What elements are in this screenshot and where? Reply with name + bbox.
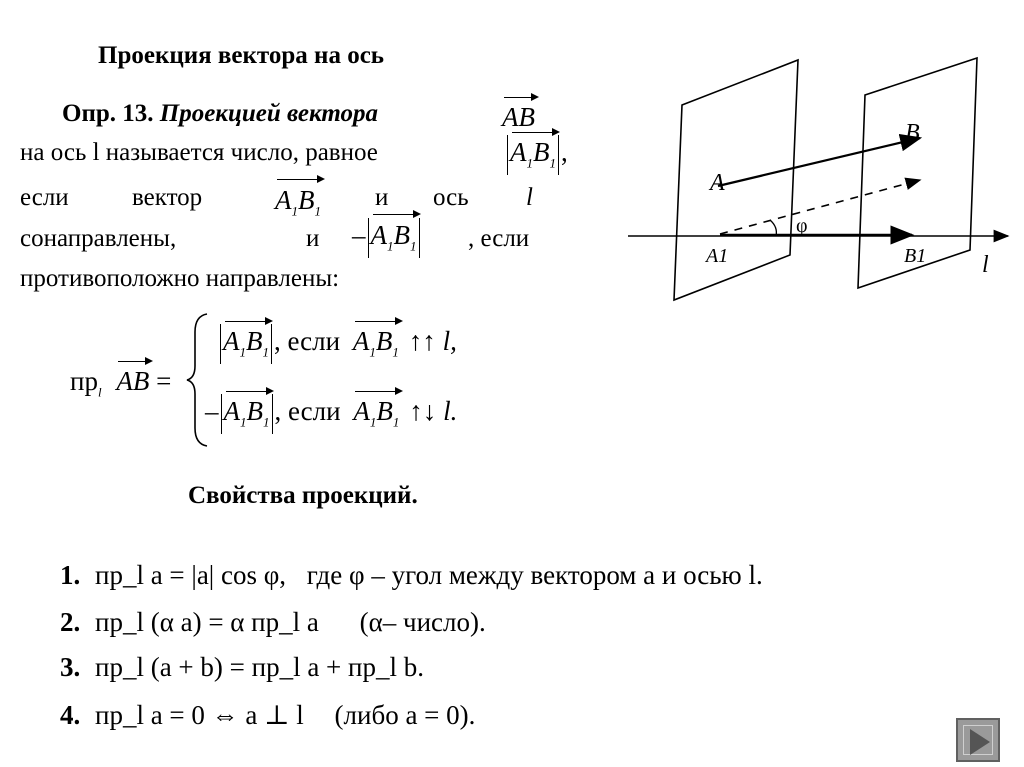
definition-lead: Проекцией вектора bbox=[159, 100, 378, 127]
angle-arc bbox=[770, 220, 776, 236]
vector-ab-symbol: AB bbox=[502, 102, 535, 132]
property-2-formula: пр_l (α a) = α пр_l a bbox=[95, 607, 319, 637]
properties-title: Свойства проекций. bbox=[188, 482, 418, 509]
vector-ab-label bbox=[502, 102, 535, 133]
property-3-formula: пр_l (a + b) = пр_l a + пр_l b. bbox=[95, 652, 424, 682]
property-4-text: (либо a = 0). bbox=[334, 700, 476, 730]
next-slide-button[interactable] bbox=[956, 718, 1000, 762]
definition-line3: если вектор $A_1B_1$ и ось l bbox=[20, 181, 535, 214]
property-1: 1. пр_l a = |a| cos φ, где φ – угол между вектором a и осью l. bbox=[60, 560, 763, 590]
projection-lhs: $пр_l$ AB = bbox=[70, 366, 172, 400]
property-1-text: где φ – угол между вектором a и осью l. bbox=[306, 560, 763, 590]
label-a: A bbox=[710, 170, 725, 196]
label-l: l bbox=[982, 252, 989, 278]
definition-line5: противоположно направлены: bbox=[20, 265, 340, 292]
abs-a1b1-line2: $A_1B_1$ , bbox=[505, 135, 568, 175]
vec-a1b1-line3: $A_1B_1$ bbox=[275, 184, 321, 227]
play-arrow-icon bbox=[970, 729, 990, 755]
definition-line2: на ось l называется число, равное bbox=[20, 139, 378, 166]
label-b: B bbox=[905, 120, 920, 146]
property-1-formula: пр_l a = |a| cos φ, bbox=[95, 560, 287, 590]
page-title: Проекция вектора на ось bbox=[98, 42, 385, 69]
property-2-text: (α– число). bbox=[359, 607, 486, 637]
plane-left bbox=[674, 60, 798, 300]
label-b1: B1 bbox=[904, 245, 927, 267]
case2: – $A_1B_1$ , если $A_1B_1$ ↑↓ l. bbox=[205, 394, 457, 434]
neg-abs-a1b1: – $A_1B_1$ bbox=[352, 218, 422, 263]
definition-label: Опр. 13. bbox=[62, 100, 154, 127]
property-4: 4. пр_l a = 0 ⇔ a ⊥ l (либо a = 0). bbox=[60, 700, 476, 730]
case1: $A_1B_1$ , если $A_1B_1$ ↑↑ l, bbox=[218, 324, 457, 364]
property-2: 2. пр_l (α a) = α пр_l a (α– число). bbox=[60, 607, 486, 637]
label-a1: A1 bbox=[706, 245, 729, 267]
property-4-formula: пр_l a = 0 ⇔ a ⊥ l bbox=[95, 700, 304, 730]
vector-ab bbox=[718, 138, 920, 186]
label-phi: φ bbox=[796, 215, 808, 237]
projection-diagram bbox=[620, 50, 1015, 310]
definition-line1 bbox=[62, 97, 378, 130]
definition-line4: сонаправлены, и – $A_1B_1$ , если bbox=[20, 222, 540, 255]
property-3: 3. пр_l (a + b) = пр_l a + пр_l b. bbox=[60, 652, 424, 682]
dashed-parallel bbox=[720, 180, 920, 234]
